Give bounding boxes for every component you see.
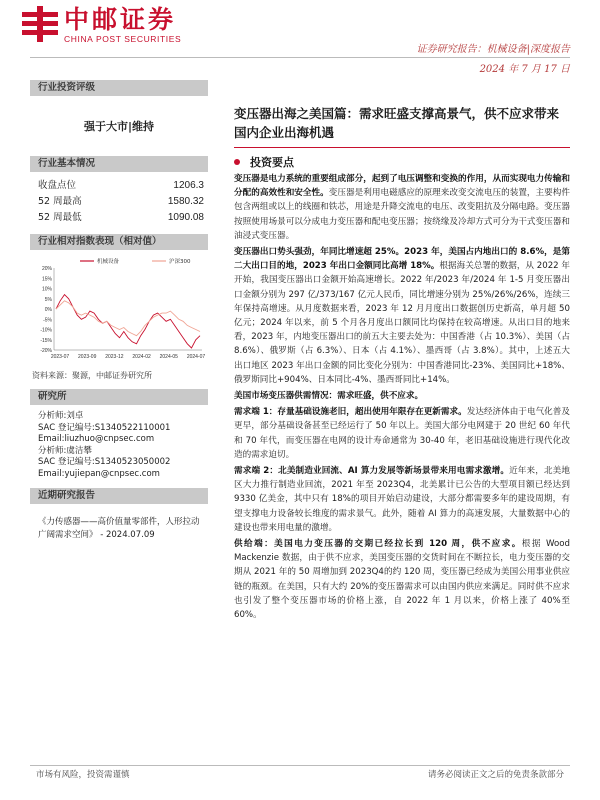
basic-info-label: 收盘点位 xyxy=(38,180,77,191)
y-tick-label: 5% xyxy=(44,296,52,303)
footer-disclaimer: 请务必阅读正文之后的免责条款部分 xyxy=(427,770,564,780)
basic-info-row xyxy=(30,210,208,226)
rating-heading: 行业投资评级 xyxy=(30,80,208,96)
relative-performance-chart xyxy=(30,254,208,366)
paragraph xyxy=(234,537,570,622)
recent-report-link[interactable]: 《力传感器——高价值量零部件，人形拉动广阔需求空间》 - 2024.07.09 xyxy=(38,517,200,540)
sidebar xyxy=(30,80,208,542)
bullet-icon xyxy=(234,159,240,165)
paragraph-body: 近年来，北美地区大力推行制造业回流，2021 年至 2023Q4，北美累计已公告的大型项目额已经达到 9330 亿美金，其中只有 18%的项目开始启动建设，大部分都需要多年的建设周期，有望支撑电力设备较长维度的需求景气。此外，随着 AI 算力的高速发展，大量数据中心的建设也带来用电量的激增。 xyxy=(234,466,570,533)
x-tick-label: 2023-09 xyxy=(78,354,97,360)
analyst-email[interactable]: Email:liuzhuo@cnpsec.com xyxy=(38,434,155,444)
report-title: 变压器出海之美国篇：需求旺盛支撑高景气，供不应求带来国内企业出海机遇 xyxy=(234,106,560,140)
analyst-line: 分析师:虞洁攀 xyxy=(38,445,92,456)
y-tick-label: 20% xyxy=(41,266,52,272)
paragraph-lead: 变压器是电力系统的重要组成部分，起到了电压调整和变换的作用，从而实现电力传输和分配的高效性和安全性。 xyxy=(234,174,570,199)
paragraph-lead: 供给端：美国电力变压器的交期已经拉长到 120 周，供不应求。 xyxy=(234,539,522,550)
analyst-line: SAC 登记编号:S1340523050002 xyxy=(38,457,171,467)
series-line-machinery xyxy=(56,295,200,348)
footer-risk-note: 市场有风险，投资需谨慎 xyxy=(36,770,130,780)
paragraph xyxy=(234,172,570,243)
y-tick-label: 10% xyxy=(41,286,52,293)
basic-info-row xyxy=(30,178,208,194)
legend-label: 沪深300 xyxy=(169,259,191,265)
analyst-line: SAC 登记编号:S1340522110001 xyxy=(38,422,171,433)
paragraph-lead: 美国市场变压器供需情况：需求旺盛，供不应求。 xyxy=(234,391,424,402)
y-tick-label: -15% xyxy=(40,337,52,344)
recent-reports-heading: 近期研究报告 xyxy=(30,488,208,504)
company-logo xyxy=(22,6,212,44)
title-divider xyxy=(234,147,570,148)
x-tick-label: 2024-07 xyxy=(186,354,206,360)
x-tick-label: 2023-12 xyxy=(105,354,124,360)
header-divider xyxy=(30,57,570,58)
analyst-info xyxy=(30,411,208,480)
y-tick-label: -20% xyxy=(40,348,52,354)
analyst-line: 分析师:刘卓 xyxy=(38,411,84,421)
relative-performance-heading: 行业相对指数表现（相对值） xyxy=(30,234,208,250)
legend-label: 机械设备 xyxy=(97,259,120,265)
paragraph-body: 根据海关总署的数据，从 2022 年开始，我国变压器出口金额开始高速增长。2022 年/2023 年/2024 年 1-5 月变压器出口金额分别为 297 亿/373/167 亿元人民币，同比增速分别为 25%/26%/26%，连续三年保持高增速。从月度数据来看，2023 年 12 月月度出口数据创历史新高，单月超 50 亿元；2024 年以来，前 5 个月各月度出口额同比均保持在较高增速。从出口目的地来看，2023 年，内地变压器出口的前五大主要去处为：中国香港（占 10.3%）、美国（占 8.6%）、俄罗斯（占 6.3%）、日本（占 4.1%）、墨西哥（占 3.8%）。其中，上述五大出口地区 2023 年出口金额的同比变化分别为：中国香港同比-23%、美国同比+18%、俄罗斯同比+904%、日本同比-4%、墨西哥同比+14%。 xyxy=(234,261,570,385)
industry-rating: 强于大市|维持 xyxy=(83,120,155,133)
main-content xyxy=(234,104,570,622)
basic-info-value: 1206.3 xyxy=(173,180,204,191)
report-type: 证券研究报告：机械设备|深度报告 xyxy=(416,44,570,55)
paragraph xyxy=(234,405,570,462)
basic-info-label: 52 周最高 xyxy=(38,196,82,207)
y-tick-label: 0% xyxy=(44,307,52,313)
paragraph-lead: 需求端 2：北美制造业回流、AI 算力发展等新场景带来用电需求激增。 xyxy=(234,466,510,477)
paragraph-body: 发达经济体由于电气化普及更早，部分基础设备甚至已经运行了 50 年以上。美国大部分电网建于 20 世纪 60 年代和 70 年代，而变压器在电网的设计寿命通常为 30-40 年，老旧基础设施进行现代化改造的需求迫切。 xyxy=(234,407,570,460)
paragraph xyxy=(234,245,570,387)
analyst-heading: 研究所 xyxy=(30,389,208,405)
basic-info-heading: 行业基本情况 xyxy=(30,156,208,172)
basic-info-value: 1580.32 xyxy=(167,196,204,207)
basic-info-row xyxy=(30,194,208,210)
section-heading-text: 投资要点 xyxy=(250,156,294,169)
performance-chart-svg xyxy=(30,254,208,366)
paragraph xyxy=(234,464,570,535)
paragraph-lead: 需求端 1：存量基础设施老旧，超出使用年限存在更新需求。 xyxy=(234,407,467,418)
x-tick-label: 2024-02 xyxy=(132,354,151,360)
basic-info-value: 1090.08 xyxy=(167,212,204,223)
logo-mark-icon xyxy=(22,6,58,42)
footer-divider xyxy=(30,765,570,766)
y-tick-label: -10% xyxy=(40,327,52,334)
section-heading xyxy=(234,154,570,170)
paragraph xyxy=(234,389,570,403)
x-tick-label: 2024-05 xyxy=(159,354,178,360)
y-tick-label: 15% xyxy=(41,276,52,283)
chart-source: 资料来源：聚源，中邮证券研究所 xyxy=(32,371,152,380)
x-tick-label: 2023-07 xyxy=(50,354,70,360)
paragraph-body: 变压器是利用电磁感应的原理来改变交流电压的装置，主要构件包含两组或以上的线圈和铁芯，用途是升降交流电的电压、改变阻抗及分隔电路。变压器按照使用场景可以分成电力变压器和配电变压器；按绕缘及冷却方式可分为干式变压器和油浸式变压器。 xyxy=(234,188,570,241)
basic-info-label: 52 周最低 xyxy=(38,212,82,223)
paragraph-body: 根据 Wood Mackenzie 数据，由于供不应求，美国变压器的交货时间在不断拉长，电力变压器的交期从 2021 年的 50 周增加到 2023Q4的约 120 周，变压器已经成为美国公用事业供应链的瓶颈。在美国，只有大约 20%的变压器需求可以由国内供应来满足。同时供不应求也引发了整个变压器市场的价格上涨，自 2022 年 1 月以来，价格上涨了 40%至 60%。 xyxy=(234,539,570,621)
paragraph-lead: 变压器出口势头强劲，年同比增速超 25%。2023 年，美国占内地出口的 8.6%，是第二大出口目的地，2023 年出口金额同比高增 18%。 xyxy=(234,247,570,272)
analyst-email[interactable]: Email:yujiepan@cnpsec.com xyxy=(38,468,160,479)
logo-cn-text: 中邮证券 xyxy=(64,5,177,34)
logo-en-text: CHINA POST SECURITIES xyxy=(64,34,182,44)
report-date: 2024 年 7 月 17 日 xyxy=(479,64,570,75)
y-tick-label: -5% xyxy=(43,317,52,324)
